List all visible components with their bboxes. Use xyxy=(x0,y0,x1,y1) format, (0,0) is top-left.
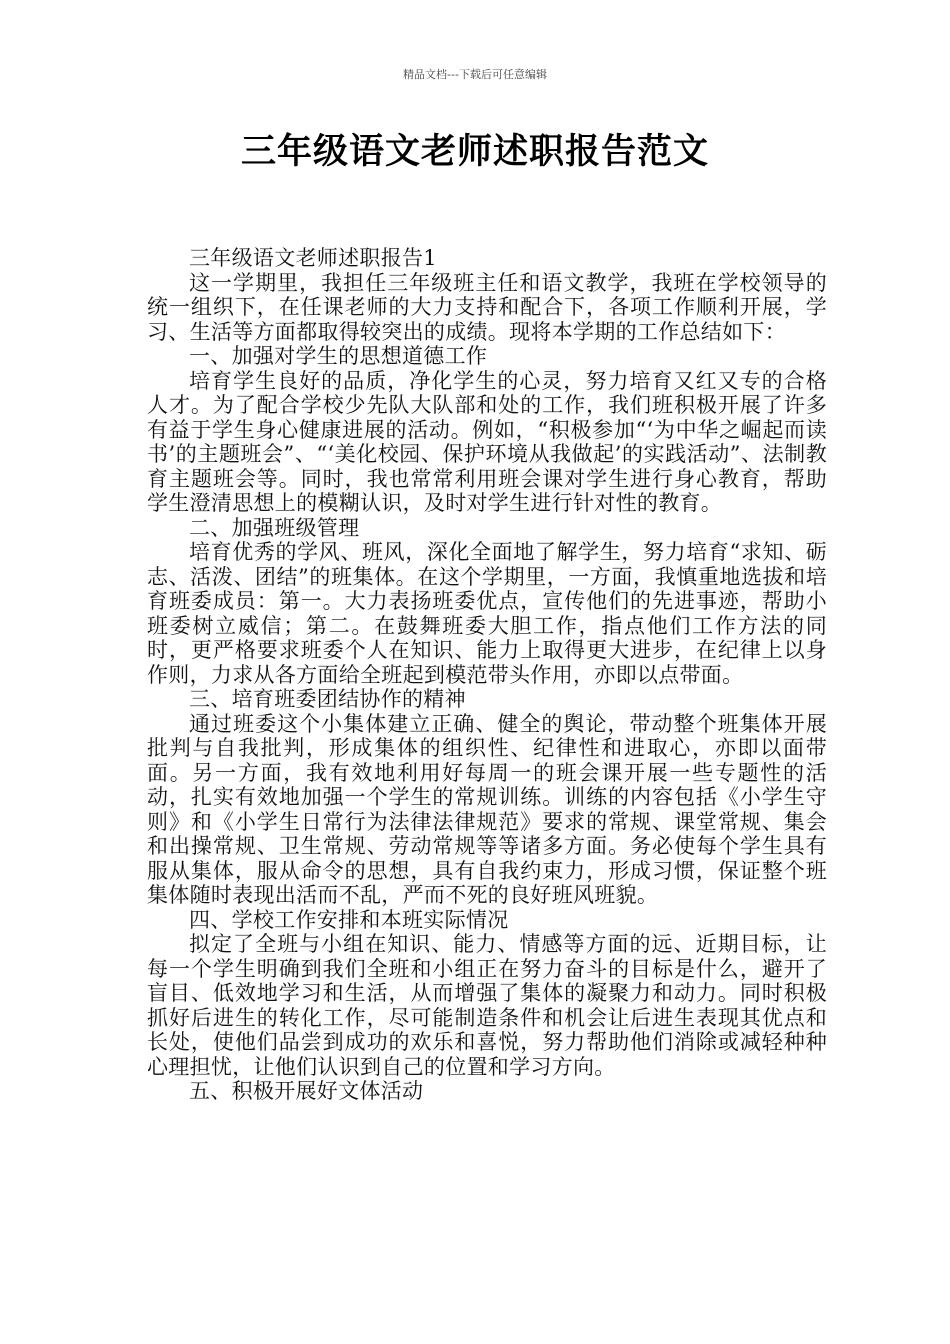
report-heading: 三年级语文老师述职报告1 xyxy=(189,246,437,270)
section-heading-2: 二、加强班级管理 xyxy=(189,515,360,540)
section-heading-5: 五、积极开展好文体活动 xyxy=(189,1079,424,1103)
intro-paragraph: 这一学期里，我担任三年级班主任和语文教学，我班在学校领导的统一组织下，在任课老师的大力支持和配合下，各项工作顺利开展，学习、生活等方面都取得较突出的成绩。现将本学期的工作总结如下： xyxy=(147,270,827,344)
document-title: 三年级语文老师述职报告范文 xyxy=(240,132,709,172)
section-paragraph-1: 培育学生良好的品质，净化学生的心灵，努力培育又红又专的合格人才。为了配合学校少先队大队部和处的工作，我们班积极开展了许多有益于学生身心健康进展的活动。例如，“积极参加“‘为中华之崛起而读书’的主题班会”、“‘美化校园、保护环境从我做起’的实践活动”、法制教育主题班会等。同时，我也常常利用班会课对学生进行身心教育，帮助学生澄清思想上的模糊认识，及时对学生进行针对性的教育。 xyxy=(147,368,827,515)
header-note: 精品文档---下载后可任意编辑 xyxy=(403,68,547,81)
section-paragraph-3: 通过班委这个小集体建立正确、健全的舆论，带动整个班集体开展批判与自我批判，形成集体的组织性、纪律性和进取心，亦即以面带面。另一方面，我有效地利用好每周一的班会课开展一些专题性的活动，扎实有效地加强一个学生的常规训练。训练的内容包括《小学生守则》和《小学生日常行为法律法律规范》要求的常规、课堂常规、集会和出操常规、卫生常规、劳动常规等等诸多方面。务必使每个学生具有服从集体，服从命令的思想，具有自我约束力，形成习惯，保证整个班集体随时表现出活而不乱，严而不死的良好班风班貌。 xyxy=(147,711,827,907)
document-body xyxy=(147,246,827,1104)
section-paragraph-2: 培育优秀的学风、班风，深化全面地了解学生，努力培育“求知、砺志、活泼、团结”的班集体。在这个学期里，一方面，我慎重地选拔和培育班委成员：第一。大力表扬班委优点，宣传他们的先进事迹，帮助小班委树立威信；第二。在鼓舞班委大胆工作，指点他们工作方法的同时，更严格要求班委个人在知识、能力上取得更大进步，在纪律上以身作则，力求从各方面给全班起到模范带头作用，亦即以点带面。 xyxy=(147,540,827,687)
section-paragraph-4: 拟定了全班与小组在知识、能力、情感等方面的远、近期目标，让每一个学生明确到我们全班和小组正在努力奋斗的目标是什么，避开了盲目、低效地学习和生活，从而增强了集体的凝聚力和动力。同时积极抓好后进生的转化工作，尽可能制造条件和机会让后进生表现其优点和长处，使他们品尝到成功的欢乐和喜悦，努力帮助他们消除或减轻种种心理担忧，让他们认识到自己的位置和学习方向。 xyxy=(147,932,827,1079)
section-heading-4: 四、学校工作安排和本班实际情况 xyxy=(189,907,509,932)
section-heading-1: 一、加强对学生的思想道德工作 xyxy=(189,344,488,368)
section-heading-3: 三、培育班委团结协作的精神 xyxy=(189,687,466,711)
